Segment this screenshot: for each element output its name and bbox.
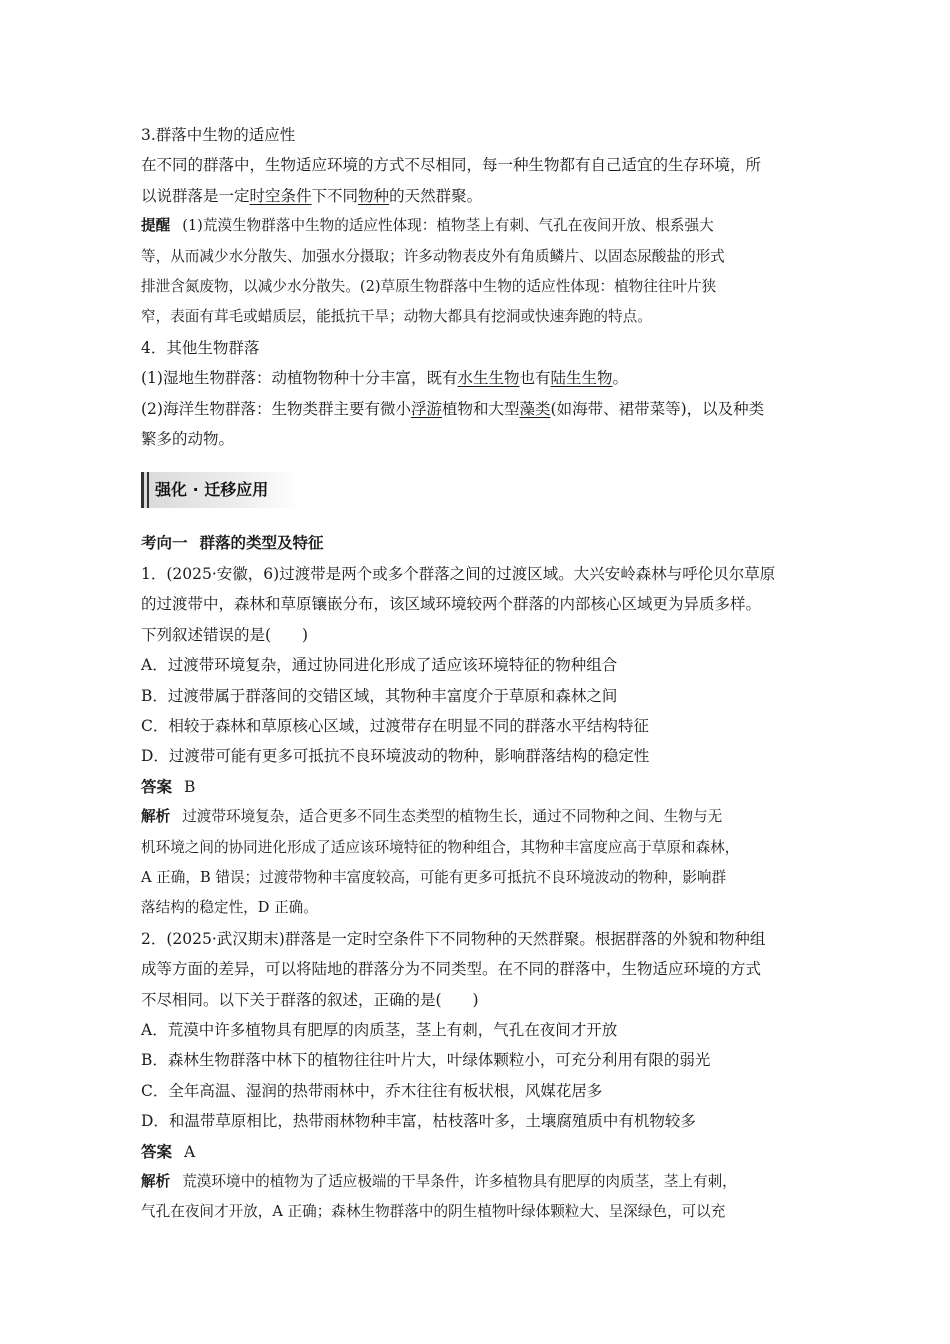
section-3-line-1: 在不同的群落中，生物适应环境的方式不尽相同，每一种生物都有自己适宜的生存环境，所 [141, 156, 762, 175]
document-page [141, 120, 817, 1228]
banner-bar [147, 472, 149, 508]
q1-option-d: D．过渡带可能有更多可抵抗不良环境波动的物种，影响群落结构的稳定性 [141, 747, 650, 766]
q2-explanation-line-1: 解析 荒漠环境中的植物为了适应极端的干旱条件，许多植物具有肥厚的肉质茎，茎上有刺， [141, 1173, 737, 1190]
q1-stem-line-3: 下列叙述错误的是( ) [141, 625, 309, 644]
q2-explanation-line-2: 气孔在夜间才开放，A 正确；森林生物群落中的阴生植物叶绿体颗粒大、呈深绿色，可以充 [141, 1203, 726, 1221]
ocean-line-1: (2)海洋生物群落：生物类群主要有微小浮游植物和大型藻类(如海带、裙带菜等)，以及种类 [141, 399, 765, 418]
tip-label: 提醒 [141, 217, 171, 235]
underlined-term: 物种 [358, 186, 390, 205]
q1-option-b: B．过渡带属于群落间的交错区域，其物种丰富度介于草原和森林之间 [141, 686, 618, 705]
q2-stem-line-2: 成等方面的差异，可以将陆地的群落分为不同类型。在不同的群落中，生物适应环境的方式 [141, 960, 762, 979]
q2-option-c: C．全年高温、湿润的热带雨林中，乔木往往有板状根，风媒花居多 [141, 1081, 603, 1100]
underlined-term: 藻类 [519, 399, 551, 418]
ocean-line-2: 繁多的动物。 [141, 430, 235, 449]
section-3-line-2: 以说群落是一定时空条件下不同物种的天然群聚。 [141, 186, 483, 205]
q2-option-d: D．和温带草原相比，热带雨林物种丰富，枯枝落叶多，土壤腐殖质中有机物较多 [141, 1112, 696, 1131]
q1-answer: 答案 B [141, 777, 196, 796]
q1-explanation-line-2: 机环境之间的协同进化形成了适应该环境特征的物种组合，其物种丰富度应高于草原和森林， [141, 838, 740, 856]
section-3-title: 3.群落中生物的适应性 [141, 126, 296, 144]
section-4-title: 4．其他生物群落 [141, 338, 260, 357]
q1-option-c: C．相较于森林和草原核心区域，过渡带存在明显不同的群落水平结构特征 [141, 716, 649, 735]
q1-stem-line-2: 的过渡带中，森林和草原镶嵌分布，该区域环境较两个群落的内部核心区域更为异质多样。 [141, 595, 762, 614]
q2-answer: 答案 A [141, 1142, 196, 1161]
wetland-line: (1)湿地生物群落：动植物物种十分丰富，既有水生生物也有陆生生物。 [141, 369, 629, 388]
q1-option-a: A．过渡带环境复杂，通过协同进化形成了适应该环境特征的物种组合 [141, 656, 618, 675]
section-banner [141, 472, 301, 508]
tip-line-3: 排泄含氮废物，以减少水分散失。(2)草原生物群落中生物的适应性体现：植物往往叶片狭 [141, 278, 717, 296]
tip-line-2: 等，从而减少水分散失、加强水分摄取；许多动物表皮外有角质鳞片、以固态尿酸盐的形式 [141, 247, 725, 265]
topic-heading: 考向一 群落的类型及特征 [141, 534, 324, 553]
underlined-term: 水生生物 [457, 369, 520, 388]
q2-stem-line-3: 不尽相同。以下关于群落的叙述，正确的是( ) [141, 990, 479, 1009]
banner-title: 强化 · 迁移应用 [155, 480, 269, 500]
q2-stem-line-1: 2．(2025·武汉期末)群落是一定时空条件下不同物种的天然群聚。根据群落的外貌和物种组 [141, 929, 766, 948]
q1-stem-line-1: 1．(2025·安徽，6)过渡带是两个或多个群落之间的过渡区域。大兴安岭森林与呼伦贝尔草原 [141, 564, 776, 583]
q2-option-b: B．森林生物群落中林下的植物往往叶片大，叶绿体颗粒小，可充分利用有限的弱光 [141, 1051, 711, 1070]
q1-explanation-line-4: 落结构的稳定性，D 正确。 [141, 899, 318, 917]
q2-option-a: A．荒漠中许多植物具有肥厚的肉质茎，茎上有刺，气孔在夜间才开放 [141, 1020, 618, 1039]
tip-line-1: 提醒 (1)荒漠生物群落中生物的适应性体现：植物茎上有刺、气孔在夜间开放、根系强大 [141, 217, 714, 235]
q1-explanation-line-3: A 正确，B 错误；过渡带物种丰富度较高，可能有更多可抵抗不良环境波动的物种，影响群 [141, 868, 727, 886]
underlined-term: 浮游 [410, 399, 442, 418]
underlined-term: 陆生生物 [550, 369, 613, 388]
underlined-term: 时空条件 [249, 186, 312, 205]
tip-line-4: 窄，表面有茸毛或蜡质层，能抵抗干旱；动物大都具有挖洞或快速奔跑的特点。 [141, 308, 652, 326]
banner-bar [141, 472, 144, 508]
q1-explanation-line-1: 解析 过渡带环境复杂，适合更多不同生态类型的植物生长，通过不同物种之间、生物与无 [141, 808, 723, 826]
